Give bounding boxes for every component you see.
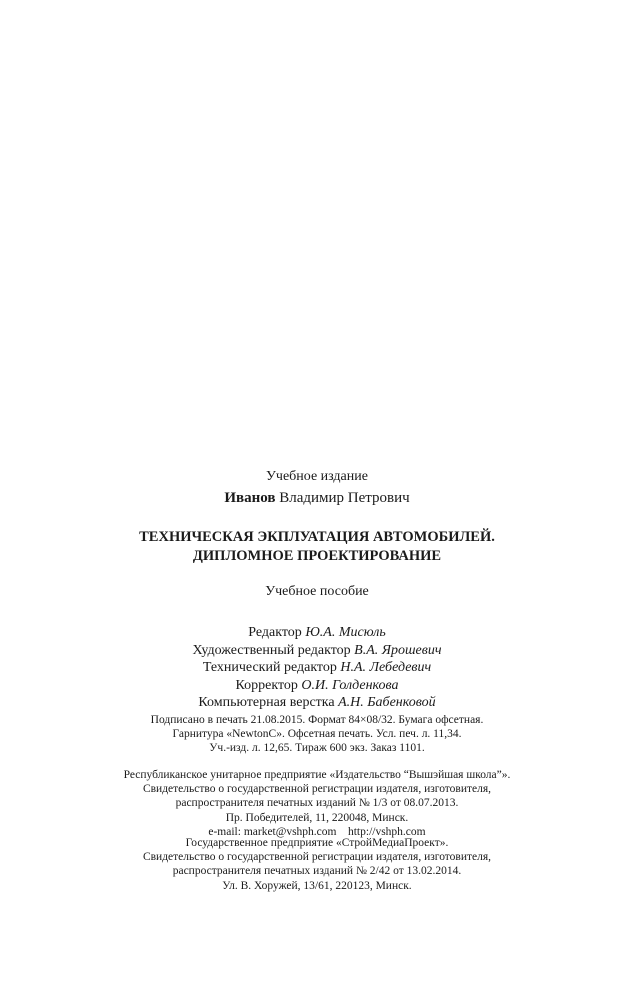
edition-type: Учебное издание [266,469,368,484]
printer-line: Свидетельство о государственной регистрации издателя, изготовителя, [142,851,492,864]
credit-name: В.А. Ярошевич [354,642,442,658]
credit-line [0,624,634,642]
credit-line [0,694,634,712]
credits-block [0,624,634,712]
printer-line: распространителя печатных изданий № 2/42 от 13.02.2014. [172,865,462,878]
credit-role: Компьютерная верстка [198,695,335,710]
publisher-line: Пр. Победителей, 11, 220048, Минск. [225,811,409,824]
publisher-contact-line: e-mail: market@vshph.com http://vshph.com [208,825,426,838]
credit-role: Художественный редактор [192,642,351,658]
credit-line [0,677,634,695]
publisher-line: Республиканское унитарное предприятие «Издательство “Вышэйшая школа”». [123,769,511,781]
book-subtitle: Учебное пособие [265,584,369,599]
credit-role: Редактор [248,625,302,640]
credit-name: О.И. Голденкова [301,677,399,693]
printer-info [0,836,634,893]
book-title [0,528,634,566]
author-given-name: Владимир Петрович [279,490,410,506]
print-info-line: Гарнитура «NewtonC». Офсетная печать. Усл. печ. л. 11,34. [172,728,462,741]
title-line-1: ТЕХНИЧЕСКАЯ ЭКПЛУАТАЦИЯ АВТОМОБИЛЕЙ. [139,529,495,545]
title-line-2: ДИПЛОМНОЕ ПРОЕКТИРОВАНИЕ [192,548,442,564]
credit-role: Корректор [235,677,298,693]
credit-role: Технический редактор [202,660,337,675]
credit-name: А.Н. Бабенковой [338,695,436,710]
print-info [0,713,634,756]
publisher-info [0,768,634,839]
printer-line: Ул. В. Хоружей, 13/61, 220123, Минск. [222,879,412,892]
credit-line [0,659,634,677]
print-info-line: Уч.-изд. л. 12,65. Тираж 600 экз. Заказ 1101. [209,742,425,755]
author [0,490,634,507]
publisher-line: распространителя печатных изданий № 1/3 от 08.07.2013. [175,797,459,810]
credit-name: Н.А. Лебедевич [340,660,432,675]
print-info-line: Подписано в печать 21.08.2015. Формат 84×08/32. Бумага офсетная. [150,714,484,726]
publisher-line: Свидетельство о государственной регистрации издателя, изготовителя, [142,783,492,796]
author-surname: Иванов [224,490,276,506]
credit-line [0,642,634,660]
printer-line: Государственное предприятие «СтройМедиаПроект». [185,837,449,849]
credit-name: Ю.А. Мисюль [305,625,386,640]
